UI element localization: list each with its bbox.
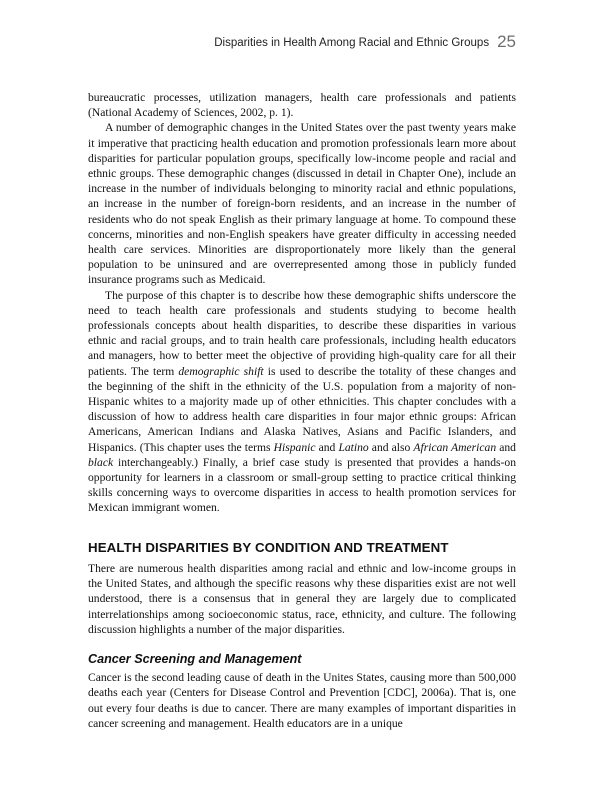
paragraph-disparities-intro: There are numerous health disparities among racial and ethnic and low-income groups in the United States, and although the specific reasons why these disparities exist are not well understood, there is a consensus that in general they are largely due to complicated interrelationships among socioeconomic status, race, ethnicity, and culture. The following discussion highlights a number of the major disparities.: [88, 561, 516, 636]
emphasis-term: black: [88, 455, 114, 469]
emphasis-term: Hispanic: [273, 440, 316, 454]
page-number: 25: [497, 32, 516, 51]
emphasis-term: Latino: [338, 440, 369, 454]
emphasis-term: demographic shift: [178, 364, 264, 378]
running-header: [88, 32, 516, 52]
text-run: The purpose of this chapter is to describe how these demographic shifts underscore the need to teach health care professionals and students studying to become health professionals concepts about health disparities, to describe these disparities in various ethnic and racial groups, and to train health care professionals, including health educators and managers, how to better meet the objective of providing high-quality care for all their patients. The term: [88, 288, 516, 378]
text-run: and: [315, 440, 339, 454]
paragraph-cancer: Cancer is the second leading cause of death in the Unites States, causing more than 500,000 deaths each year (Centers for Disease Control and Prevention [CDC], 2006a). That is, one out every four deaths is due to cancer. There are many examples of important disparities in cancer screening and management. Health educators are in a unique: [88, 671, 516, 730]
text-run: and: [496, 440, 516, 454]
paragraph-demographic-changes: A number of demographic changes in the United States over the past twenty years make it imperative that practicing health education and promotion professionals learn more about disparities for particular population groups, specifically low-income people and racial and ethnic groups. These demographic changes (discussed in detail in Chapter One), include an increase in the number of individuals belonging to minority racial and ethnic populations, an increase in the number of foreign-born residents, and an increase in the number of residents who do not speak English as their primary language at home. To compound these concerns, minorities and non-English speakers have greater difficulty in accessing needed health care services. Minorities are disproportionately more likely than the general population to be uninsured and are overrepresented among those in publicly funded insurance programs such as Medicaid.: [88, 121, 516, 287]
paragraph-continued: bureaucratic processes, utilization managers, health care professionals and patients (National Academy of Sciences, 2002, p. 1).: [88, 91, 516, 120]
section-heading: HEALTH DISPARITIES BY CONDITION AND TREATMENT: [88, 539, 449, 555]
running-title: Disparities in Health Among Racial and Ethnic Groups: [214, 37, 490, 49]
text-run: interchangeably.) Finally, a brief case study is presented that provides a hands-on opportunity for learners in a classroom or small-group setting to practice critical thinking skills concerning ways to overcome disparities in access to health promotion services for Mexican immigrant women.: [88, 455, 516, 515]
paragraph-chapter-purpose: [88, 288, 516, 516]
main-text: [88, 90, 516, 731]
subsection-heading: Cancer Screening and Management: [88, 651, 302, 666]
text-run: and also: [368, 440, 414, 454]
emphasis-term: African American: [413, 440, 497, 454]
text-run: is used to describe the totality of these changes and the beginning of the shift in the ethnicity of the U.S. population from a majority of non-Hispanic whites to a majority made up of other ethnicities. This chapter concludes with a discussion of how to address health care disparities in four major ethnic groups: African Americans, American Indians and Alaska Natives, Asians and Pacific Islanders, and Hispanics. (This chapter uses the terms: [88, 364, 516, 454]
